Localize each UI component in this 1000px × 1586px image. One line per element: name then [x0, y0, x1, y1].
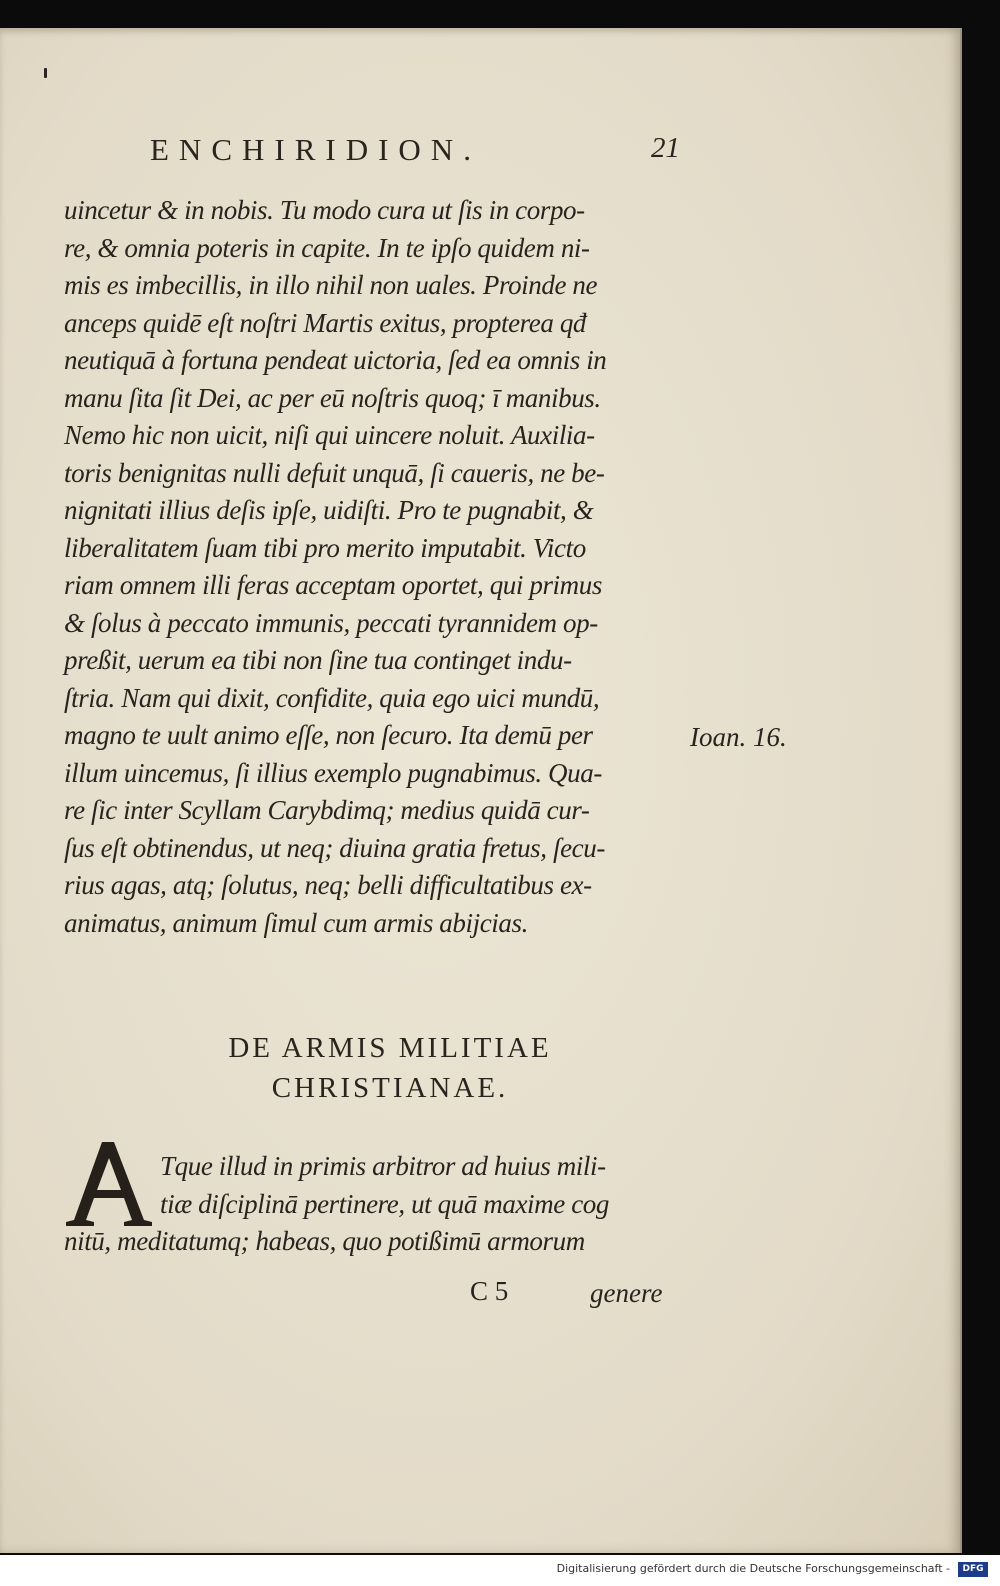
marginal-reference: Ioan. 16.: [690, 722, 787, 752]
text-line: anceps quidē eſt noſtri Martis exitus, propterea qđ: [64, 307, 587, 338]
section-heading-line-2: CHRISTIANAE.: [271, 1072, 509, 1104]
text-line: neutiquā à fortuna pendeat uictoria, ſed ea omnis in: [64, 345, 607, 375]
text-line: mis es imbecillis, in illo nihil non uales. Proinde ne: [64, 270, 598, 300]
text-line: nitū, meditatumq; habeas, quo potißimū armorum: [64, 1226, 585, 1256]
funding-credit: Digitalisierung gefördert durch die Deutsche Forschungsgemeinschaft -: [556, 1562, 950, 1575]
text-line: riam omnem illi feras acceptam oportet, qui primus: [64, 570, 602, 600]
section-heading-line-1: DE ARMIS MILITIAE: [228, 1032, 552, 1064]
text-line: rius agas, atq; ſolutus, neq; belli difficultatibus ex-: [64, 870, 592, 900]
text-line: animatus, animum ſimul cum armis abijcias.: [64, 907, 528, 938]
section-heading: [120, 1028, 660, 1108]
text-line: ſus eſt obtinendus, ut neq; diuina gratia fretus, ſecu-: [64, 832, 605, 863]
second-paragraph: [64, 1148, 684, 1261]
ink-mark: [44, 68, 47, 78]
text-line: tiæ diſciplinā pertinere, ut quā maxime cog: [160, 1188, 609, 1219]
text-line: manu ſita ſit Dei, ac per eū noſtris quoq; ī manibus.: [64, 382, 601, 413]
text-line: magno te uult animo eſſe, non ſecuro. Ita demū per: [64, 720, 593, 750]
text-line: uincetur & in nobis. Tu modo cura ut ſis in corpo-: [64, 195, 585, 225]
book-page: [0, 28, 962, 1553]
dfg-logo: DFG: [958, 1562, 988, 1577]
text-line: & ſolus à peccato immunis, peccati tyrannidem op-: [64, 607, 598, 638]
text-line: Tque illud in primis arbitror ad huius mili-: [160, 1151, 606, 1181]
digitization-footer: [0, 1555, 1000, 1586]
text-line: nignitati illius deſis ipſe, uidiſti. Pro te pugnabit, &: [64, 495, 594, 525]
text-line: re ſic inter Scyllam Carybdimq; medius quidā cur-: [64, 795, 590, 825]
signature-mark: C 5: [470, 1276, 509, 1306]
page-number: 21: [651, 132, 680, 164]
text-line: liberalitatem ſuam tibi pro merito imputabit. Victo: [64, 532, 586, 563]
text-line: illum uincemus, ſi illius exemplo pugnabimus. Qua-: [64, 757, 602, 788]
running-title: ENCHIRIDION.: [150, 132, 481, 167]
running-head: [150, 132, 680, 172]
text-line: preßit, uerum ea tibi non ſine tua continget indu-: [64, 645, 572, 675]
text-line: re, & omnia poteris in capite. In te ipſo quidem ni-: [64, 232, 590, 263]
text-line: ſtria. Nam qui dixit, confidite, quia ego uici mundū,: [64, 682, 600, 713]
text-line: Nemo hic non uicit, niſi qui uincere noluit. Auxilia-: [64, 420, 595, 450]
main-paragraph: [64, 192, 684, 942]
catchword: genere: [590, 1278, 663, 1308]
text-line: toris benignitas nulli defuit unquā, ſi caueris, ne be-: [64, 457, 605, 488]
